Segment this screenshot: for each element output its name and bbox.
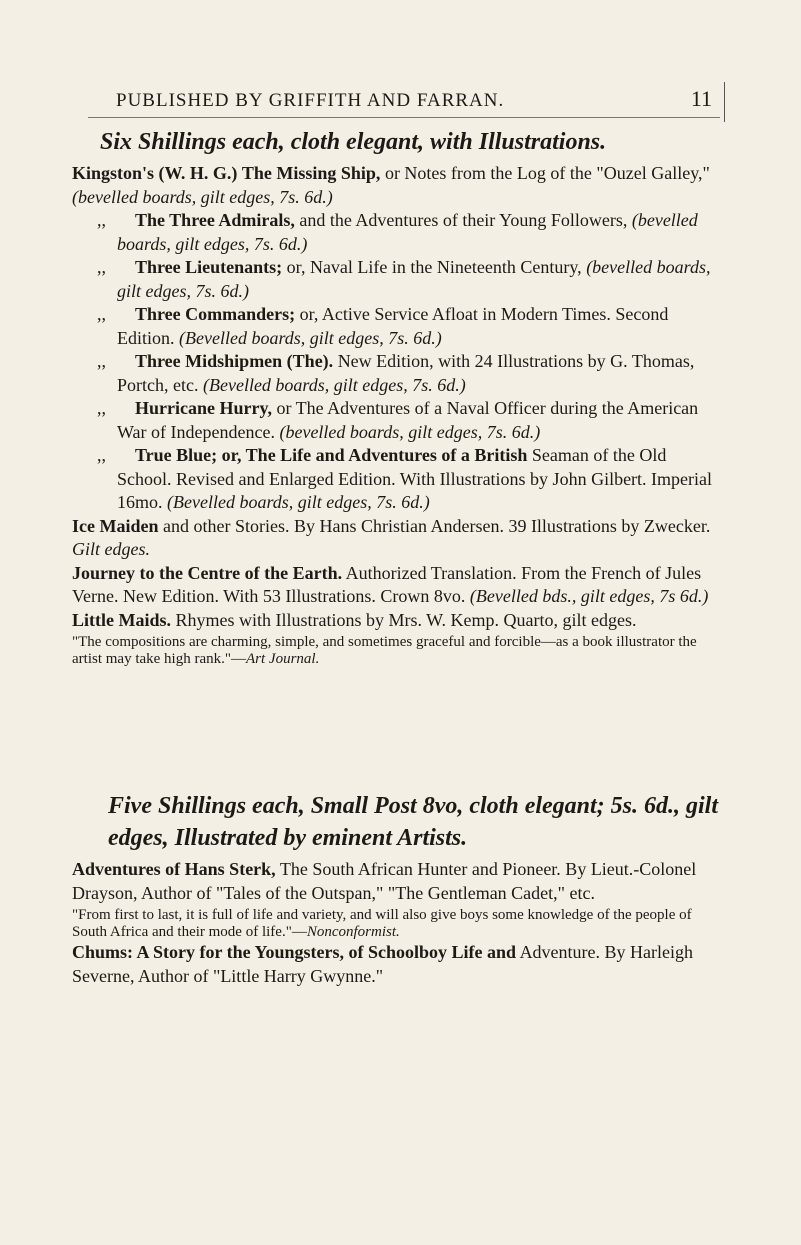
entry-binding: Gilt edges.	[72, 539, 150, 559]
entry-binding: (bevelled boards, gilt edges, 7s. 6d.)	[279, 421, 541, 442]
entry-title: Chums: A Story for the Youngsters, of Schoolboy Life and	[72, 942, 517, 962]
header-rule	[88, 117, 720, 118]
entry-description: Seaman of the Old School. Revised and Enlarged Edition. With Illustrations by John Gilbert. Imperial 16mo.	[117, 445, 713, 512]
entry-binding: (bevelled boards, gilt edges, 7s. 6d.)	[72, 186, 333, 207]
page-number: 11	[690, 86, 712, 111]
section-heading: Five Shillings each, Small Post 8vo, cloth elegant; 5s. 6d., gilt edges, Illustrated by eminent Artists.	[108, 793, 719, 851]
entry-binding: (bevelled boards, gilt edges, 7s. 6d.)	[117, 210, 698, 254]
entry-description: and the Adventures of their Young Followers,	[299, 210, 628, 230]
catalogue-subentry	[92, 397, 722, 444]
entry-title: The Missing Ship,	[241, 163, 381, 183]
entry-description: or The Adventures of a Naval Officer during the American War of Independence.	[117, 398, 699, 442]
review-quote: "From first to last, it is full of life and variety, and will also give boys some knowledge of the people of South Africa and their mode of life."—Nonconformist.	[72, 907, 692, 940]
catalogue-entry-chums	[72, 941, 722, 988]
entry-binding: (bevelled boards, gilt edges, 7s. 6d.)	[117, 257, 711, 301]
catalogue-entry-journey	[72, 562, 722, 609]
entry-title: Ice Maiden	[72, 515, 159, 536]
catalogue-subentry	[92, 256, 722, 303]
entry-author: Kingston's (W. H. G.)	[72, 163, 238, 183]
catalogue-subentry	[92, 209, 722, 256]
quote-source: Nonconformist.	[306, 924, 400, 940]
running-header	[88, 86, 718, 112]
catalogue-subentry	[92, 303, 722, 350]
ditto-mark: ,,	[97, 257, 106, 277]
ditto-mark: ,,	[97, 210, 106, 230]
entry-binding: (Bevelled bds., gilt edges, 7s 6d.)	[469, 586, 709, 606]
catalogue-entry-hans-sterk	[72, 858, 722, 941]
entry-title: Hurricane Hurry,	[135, 398, 272, 418]
ditto-mark: ,,	[97, 304, 106, 324]
quote-source: Art Journal.	[246, 651, 320, 667]
entry-binding: (Bevelled boards, gilt edges, 7s. 6d.)	[179, 327, 442, 348]
section-five-shillings	[72, 790, 722, 988]
catalogue-subentry	[92, 444, 722, 515]
page-edge-rule	[724, 82, 725, 122]
entry-title: Three Midshipmen (The).	[135, 351, 334, 371]
entry-title: Three Commanders;	[135, 304, 296, 324]
entry-title: Journey to the Centre of the Earth.	[72, 562, 343, 583]
section-heading: Six Shillings each, cloth elegant, with Illustrations.	[100, 129, 607, 155]
ditto-mark: ,,	[97, 351, 106, 371]
entry-title: Adventures of Hans Sterk,	[72, 859, 276, 879]
entry-title: The Three Admirals,	[135, 210, 295, 230]
entry-binding: (Bevelled boards, gilt edges, 7s. 6d.)	[167, 492, 430, 512]
entry-description: The South African Hunter and Pioneer. By Lieut.-Colonel Drayson, Author of "Tales of the Outspan," "The Gentleman Cadet," etc.	[72, 859, 697, 903]
entry-description: Rhymes with Illustrations by Mrs. W. Kemp. Quarto, gilt edges.	[175, 609, 637, 630]
section-six-shillings	[72, 126, 722, 668]
catalogue-entry-ice-maiden	[72, 515, 722, 562]
header-title: PUBLISHED BY GRIFFITH AND FARRAN.	[116, 90, 505, 111]
review-quote: "The compositions are charming, simple, and sometimes graceful and forcible—as a book illustrator the artist may take high rank."—Art Journal.	[72, 634, 697, 667]
entry-description: or Notes from the Log of the "Ouzel Galley,"	[384, 163, 710, 183]
entry-description: Adventure. By Harleigh Severne, Author of "Little Harry Gwynne."	[72, 942, 694, 986]
entry-description: or, Active Service Afloat in Modern Times. Second Edition.	[117, 304, 669, 348]
entry-title: True Blue; or, The Life and Adventures of a British	[135, 445, 528, 465]
catalogue-entry-kingston	[72, 162, 722, 209]
catalogue-subentry	[92, 350, 722, 397]
entry-title: Three Lieutenants;	[135, 257, 283, 277]
entry-description: or, Naval Life in the Nineteenth Century,	[286, 257, 582, 277]
entry-description: and other Stories. By Hans Christian Andersen. 39 Illustrations by Zwecker.	[162, 515, 711, 536]
entry-binding: (Bevelled boards, gilt edges, 7s. 6d.)	[202, 374, 466, 395]
ditto-mark: ,,	[97, 398, 106, 418]
entry-description: Authorized Translation. From the French of Jules Verne. New Edition. With 53 Illustrations. Crown 8vo.	[72, 562, 702, 606]
entry-description: New Edition, with 24 Illustrations by G. Thomas, Portch, etc.	[117, 351, 695, 395]
entry-title: Little Maids.	[72, 609, 171, 630]
catalogue-entry-little-maids	[72, 609, 722, 669]
ditto-mark: ,,	[97, 445, 106, 465]
